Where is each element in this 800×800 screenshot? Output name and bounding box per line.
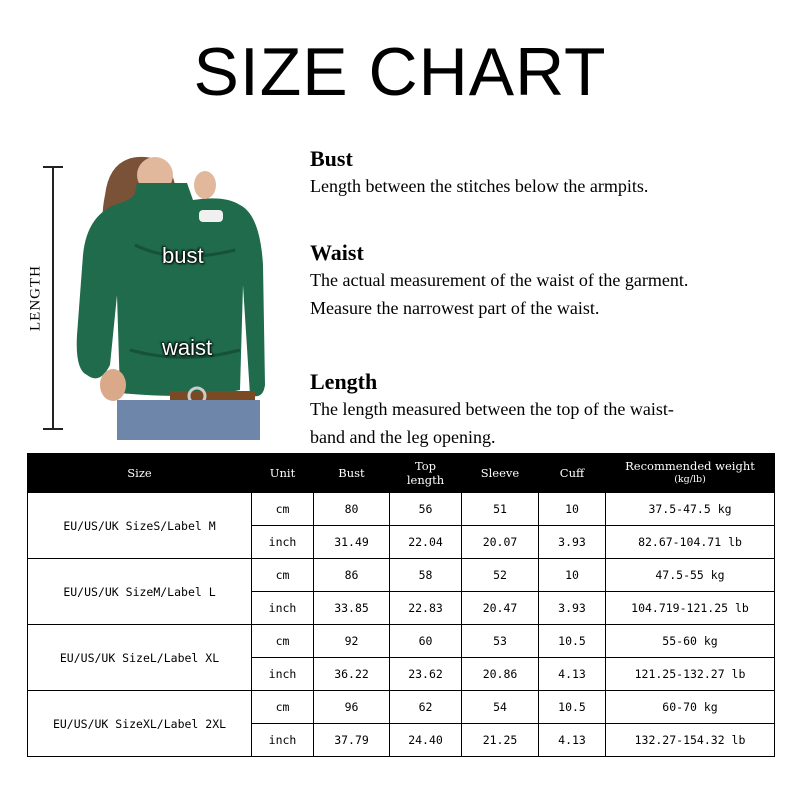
size-cell: EU/US/UK SizeL/Label XL xyxy=(28,625,252,691)
unit-cell: cm xyxy=(252,493,314,526)
header-sleeve: Sleeve xyxy=(462,454,539,493)
bust-cell: 96 xyxy=(314,691,390,724)
weight-cell: 47.5-55 kg xyxy=(606,559,775,592)
unit-cell: inch xyxy=(252,658,314,691)
waist-text-line-2: Measure the narrowest part of the waist. xyxy=(310,298,600,318)
top-length-cell: 22.83 xyxy=(390,592,462,625)
bust-label: bust xyxy=(162,243,204,268)
length-description xyxy=(310,369,674,451)
unit-cell: inch xyxy=(252,724,314,757)
header-weight-line-2: (kg/lb) xyxy=(674,474,706,485)
cuff-cell: 3.93 xyxy=(539,526,606,559)
header-size: Size xyxy=(28,454,252,493)
cuff-cell: 10.5 xyxy=(539,691,606,724)
weight-cell: 121.25-132.27 lb xyxy=(606,658,775,691)
cuff-cell: 10.5 xyxy=(539,625,606,658)
size-cell: EU/US/UK SizeS/Label M xyxy=(28,493,252,559)
cuff-cell: 10 xyxy=(539,559,606,592)
model-illustration xyxy=(75,155,270,440)
weight-cell: 60-70 kg xyxy=(606,691,775,724)
weight-cell: 82.67-104.71 lb xyxy=(606,526,775,559)
cuff-cell: 4.13 xyxy=(539,658,606,691)
bust-cell: 80 xyxy=(314,493,390,526)
size-table xyxy=(27,453,775,757)
ruler-line xyxy=(52,167,54,430)
bust-cell: 36.22 xyxy=(314,658,390,691)
sleeve-cell: 54 xyxy=(462,691,539,724)
header-cuff: Cuff xyxy=(539,454,606,493)
bust-cell: 31.49 xyxy=(314,526,390,559)
top-length-cell: 24.40 xyxy=(390,724,462,757)
size-cell: EU/US/UK SizeXL/Label 2XL xyxy=(28,691,252,757)
header-top-length-line-2: length xyxy=(406,473,445,487)
unit-cell: inch xyxy=(252,592,314,625)
sleeve-cell: 20.86 xyxy=(462,658,539,691)
top-length-cell: 58 xyxy=(390,559,462,592)
weight-cell: 37.5-47.5 kg xyxy=(606,493,775,526)
top-length-cell: 23.62 xyxy=(390,658,462,691)
table-header-row xyxy=(28,454,775,493)
header-bust: Bust xyxy=(314,454,390,493)
sleeve-cell: 53 xyxy=(462,625,539,658)
unit-cell: cm xyxy=(252,691,314,724)
table-row xyxy=(28,493,775,526)
bust-cell: 92 xyxy=(314,625,390,658)
header-weight xyxy=(606,454,775,493)
waist-label: waist xyxy=(162,335,213,360)
header-top-length xyxy=(390,454,462,493)
weight-cell: 55-60 kg xyxy=(606,625,775,658)
bust-description xyxy=(310,146,648,200)
header-weight-line-1: Recommended weight xyxy=(625,459,755,473)
header-unit: Unit xyxy=(252,454,314,493)
cuff-cell: 10 xyxy=(539,493,606,526)
cuff-cell: 4.13 xyxy=(539,724,606,757)
size-cell: EU/US/UK SizeM/Label L xyxy=(28,559,252,625)
length-heading: Length xyxy=(310,369,378,394)
weight-cell: 132.27-154.32 lb xyxy=(606,724,775,757)
sleeve-cell: 51 xyxy=(462,493,539,526)
header-top-length-line-1: Top xyxy=(414,459,437,473)
ruler-label: LENGTH xyxy=(27,265,44,331)
bust-text: Length between the stitches below the armpits. xyxy=(310,176,649,196)
sleeve-cell: 20.47 xyxy=(462,592,539,625)
bust-cell: 33.85 xyxy=(314,592,390,625)
cuff-cell: 3.93 xyxy=(539,592,606,625)
bust-cell: 37.79 xyxy=(314,724,390,757)
unit-cell: cm xyxy=(252,559,314,592)
top-length-cell: 22.04 xyxy=(390,526,462,559)
ruler-bottom-cap xyxy=(43,428,63,430)
unit-cell: cm xyxy=(252,625,314,658)
page-title: SIZE CHART xyxy=(193,34,607,110)
weight-cell: 104.719-121.25 lb xyxy=(606,592,775,625)
length-text-line-1: The length measured between the top of the waist- xyxy=(310,399,674,419)
bust-cell: 86 xyxy=(314,559,390,592)
waist-text-line-1: The actual measurement of the waist of the garment. xyxy=(310,270,689,290)
top-length-cell: 56 xyxy=(390,493,462,526)
top-length-cell: 60 xyxy=(390,625,462,658)
length-text-line-2: band and the leg opening. xyxy=(310,427,496,447)
sleeve-cell: 52 xyxy=(462,559,539,592)
sleeve-cell: 20.07 xyxy=(462,526,539,559)
sleeve-cell: 21.25 xyxy=(462,724,539,757)
table-row xyxy=(28,559,775,592)
table-row xyxy=(28,625,775,658)
waist-heading: Waist xyxy=(310,240,364,265)
table-row xyxy=(28,691,775,724)
waist-description xyxy=(310,240,688,322)
model-photo xyxy=(75,155,270,440)
top-length-cell: 62 xyxy=(390,691,462,724)
unit-cell: inch xyxy=(252,526,314,559)
bust-heading: Bust xyxy=(310,146,353,171)
